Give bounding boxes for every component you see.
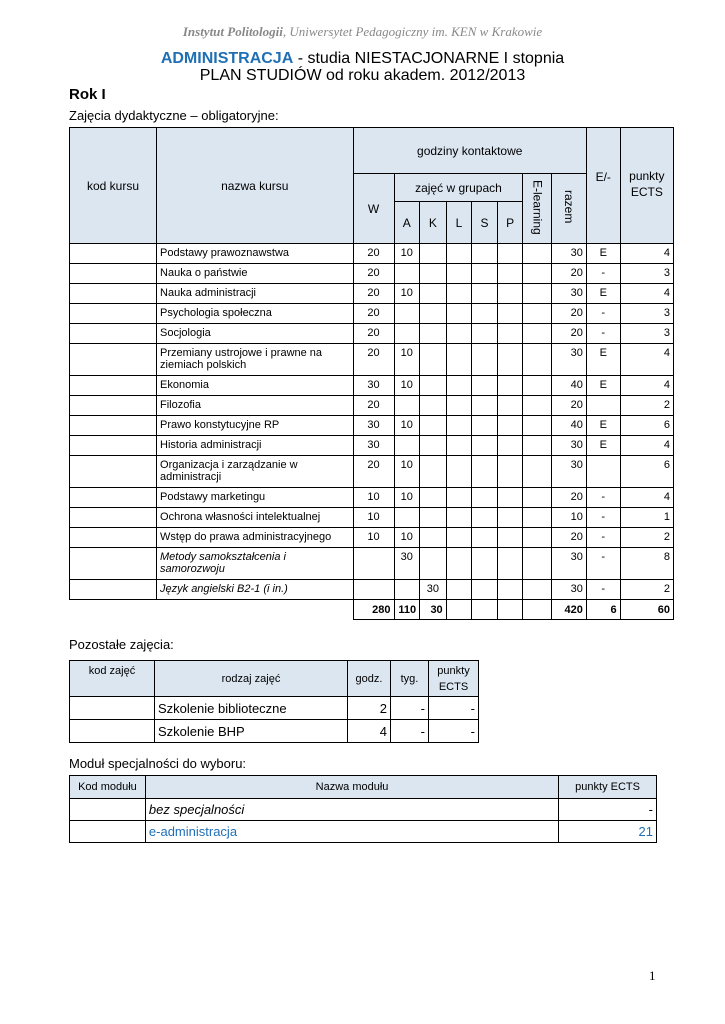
cell-p	[497, 304, 523, 324]
cell-course-code	[70, 244, 157, 264]
cell-p	[497, 548, 523, 580]
cell-p	[497, 436, 523, 456]
title-line-1	[0, 50, 725, 67]
cell-w: 30	[353, 376, 394, 396]
cell-k	[420, 284, 447, 304]
cell-w: 20	[353, 456, 394, 488]
cell-w: 20	[353, 264, 394, 284]
header-s: S	[472, 202, 498, 244]
institute-name: Instytut Politologii	[182, 24, 283, 39]
total-ects: 60	[620, 600, 673, 620]
class-type: Szkolenie BHP	[155, 720, 348, 743]
cell-ects: 8	[620, 548, 673, 580]
total-w: 280	[353, 600, 394, 620]
module-ects: 21	[559, 821, 657, 843]
class-hours: 4	[348, 720, 391, 743]
cell-exam: E	[586, 244, 620, 264]
table-row	[70, 396, 674, 416]
section-specialty-heading: Moduł specjalności do wyboru:	[69, 756, 247, 771]
cell-ects: 3	[620, 264, 673, 284]
cell-s	[472, 456, 498, 488]
cell-k	[420, 344, 447, 376]
cell-a	[394, 580, 420, 600]
cell-exam: -	[586, 508, 620, 528]
cell-p	[497, 488, 523, 508]
cell-razem: 20	[552, 396, 587, 416]
cell-w: 20	[353, 244, 394, 264]
cell-l	[446, 416, 472, 436]
cell-p	[497, 528, 523, 548]
cell-k	[420, 324, 447, 344]
cell-razem: 30	[552, 548, 587, 580]
cell-s	[472, 488, 498, 508]
cell-k	[420, 508, 447, 528]
cell-elearning	[523, 456, 552, 488]
cell-w: 30	[353, 436, 394, 456]
header-exam: E/-	[586, 128, 620, 244]
class-week: -	[391, 720, 429, 743]
cell-razem: 30	[552, 456, 587, 488]
cell-exam: E	[586, 344, 620, 376]
class-ects: -	[429, 697, 479, 720]
cell-elearning	[523, 396, 552, 416]
cell-p	[497, 376, 523, 396]
header-class-code: kod zajęć	[70, 661, 155, 697]
cell-w: 10	[353, 488, 394, 508]
cell-course-code	[70, 548, 157, 580]
table-row	[70, 580, 674, 600]
cell-elearning	[523, 548, 552, 580]
total-label: razem	[561, 190, 576, 224]
table-row	[70, 508, 674, 528]
table-row	[70, 548, 674, 580]
cell-p	[497, 284, 523, 304]
table-row	[70, 304, 674, 324]
class-type: Szkolenie biblioteczne	[155, 697, 348, 720]
cell-razem: 30	[552, 436, 587, 456]
totals-row	[70, 600, 674, 620]
cell-razem: 30	[552, 580, 587, 600]
cell-elearning	[523, 416, 552, 436]
cell-l	[446, 284, 472, 304]
cell-course-code	[70, 376, 157, 396]
cell-s	[472, 396, 498, 416]
cell-course-code	[70, 304, 157, 324]
cell-a: 10	[394, 344, 420, 376]
cell-ects: 4	[620, 244, 673, 264]
cell-p	[497, 508, 523, 528]
cell-a: 10	[394, 456, 420, 488]
cell-w: 30	[353, 416, 394, 436]
cell-ects: 4	[620, 344, 673, 376]
cell-elearning	[523, 580, 552, 600]
cell-a	[394, 396, 420, 416]
cell-a: 10	[394, 416, 420, 436]
cell-elearning	[523, 264, 552, 284]
cell-course-code	[70, 324, 157, 344]
table-row	[70, 264, 674, 284]
cell-l	[446, 488, 472, 508]
cell-exam: E	[586, 284, 620, 304]
header-week: tyg.	[391, 661, 429, 697]
cell-exam: -	[586, 580, 620, 600]
cell-razem: 20	[552, 528, 587, 548]
cell-l	[446, 324, 472, 344]
header-p: P	[497, 202, 523, 244]
cell-a: 10	[394, 284, 420, 304]
cell-a	[394, 508, 420, 528]
cell-course-name: Podstawy prawoznawstwa	[157, 244, 354, 264]
table-row	[70, 284, 674, 304]
header-module-code: Kod modułu	[70, 776, 146, 799]
cell-elearning	[523, 244, 552, 264]
section-obligatory-heading: Zajęcia dydaktyczne – obligatoryjne:	[69, 108, 279, 123]
cell-exam: -	[586, 548, 620, 580]
cell-course-code	[70, 284, 157, 304]
cell-course-name: Ochrona własności intelektualnej	[157, 508, 354, 528]
cell-ects: 2	[620, 396, 673, 416]
cell-exam: E	[586, 376, 620, 396]
cell-a: 30	[394, 548, 420, 580]
cell-p	[497, 396, 523, 416]
module-name: bez specjalności	[145, 799, 558, 821]
cell-k	[420, 264, 447, 284]
cell-exam: -	[586, 488, 620, 508]
cell-l	[446, 436, 472, 456]
cell-ects: 3	[620, 304, 673, 324]
cell-a: 10	[394, 376, 420, 396]
cell-course-code	[70, 416, 157, 436]
cell-elearning	[523, 344, 552, 376]
cell-elearning	[523, 284, 552, 304]
cell-l	[446, 396, 472, 416]
cell-k	[420, 376, 447, 396]
cell-k	[420, 488, 447, 508]
header-a: A	[394, 202, 420, 244]
cell-elearning	[523, 508, 552, 528]
table-row	[70, 244, 674, 264]
cell-course-code	[70, 580, 157, 600]
cell-s	[472, 324, 498, 344]
cell-s	[472, 284, 498, 304]
cell-course-name: Filozofia	[157, 396, 354, 416]
cell-course-code	[70, 264, 157, 284]
header-ects: punkty ECTS	[620, 128, 673, 244]
header-total	[552, 174, 587, 244]
cell-s	[472, 508, 498, 528]
cell-razem: 30	[552, 344, 587, 376]
cell-l	[446, 304, 472, 324]
cell-ects: 4	[620, 376, 673, 396]
cell-l	[446, 508, 472, 528]
cell-w: 20	[353, 344, 394, 376]
cell-razem: 10	[552, 508, 587, 528]
header-group-classes: zajęć w grupach	[394, 174, 523, 202]
cell-elearning	[523, 376, 552, 396]
cell-course-name: Nauka o państwie	[157, 264, 354, 284]
cell-ects: 2	[620, 580, 673, 600]
cell-course-name: Język angielski B2-1 (i in.)	[157, 580, 354, 600]
cell-exam: -	[586, 528, 620, 548]
document-header	[0, 24, 725, 40]
cell-razem: 40	[552, 376, 587, 396]
cell-k	[420, 456, 447, 488]
total-k: 30	[420, 600, 447, 620]
class-week: -	[391, 697, 429, 720]
cell-exam	[586, 456, 620, 488]
cell-k	[420, 244, 447, 264]
obligatory-courses-table	[69, 127, 674, 620]
cell-course-code	[70, 344, 157, 376]
cell-s	[472, 244, 498, 264]
module-ects: -	[559, 799, 657, 821]
cell-course-name: Ekonomia	[157, 376, 354, 396]
cell-a: 10	[394, 528, 420, 548]
cell-s	[472, 264, 498, 284]
cell-course-code	[70, 488, 157, 508]
cell-w	[353, 548, 394, 580]
header-module-name: Nazwa modułu	[145, 776, 558, 799]
table-row	[70, 376, 674, 396]
cell-l	[446, 344, 472, 376]
header-elearning	[523, 174, 552, 244]
table-row	[70, 436, 674, 456]
cell-ects: 2	[620, 528, 673, 548]
table-row	[70, 456, 674, 488]
header-k: K	[420, 202, 447, 244]
cell-a	[394, 436, 420, 456]
cell-course-code	[70, 436, 157, 456]
cell-s	[472, 580, 498, 600]
cell-exam: E	[586, 416, 620, 436]
cell-razem: 20	[552, 304, 587, 324]
table-row	[70, 528, 674, 548]
cell-w: 10	[353, 528, 394, 548]
courses-body	[70, 244, 674, 600]
cell-a	[394, 264, 420, 284]
cell-ects: 6	[620, 416, 673, 436]
cell-a	[394, 304, 420, 324]
table-row	[70, 488, 674, 508]
cell-a: 10	[394, 488, 420, 508]
cell-elearning	[523, 304, 552, 324]
table-row	[70, 344, 674, 376]
cell-a	[394, 324, 420, 344]
table-row	[70, 720, 479, 743]
cell-s	[472, 528, 498, 548]
cell-k: 30	[420, 580, 447, 600]
cell-p	[497, 264, 523, 284]
cell-razem: 40	[552, 416, 587, 436]
cell-ects: 3	[620, 324, 673, 344]
cell-l	[446, 244, 472, 264]
header-course-code: kod kursu	[70, 128, 157, 244]
class-ects: -	[429, 720, 479, 743]
cell-course-name: Nauka administracji	[157, 284, 354, 304]
cell-course-name: Organizacja i zarządzanie w administracji	[157, 456, 354, 488]
cell-razem: 30	[552, 284, 587, 304]
cell-k	[420, 528, 447, 548]
cell-s	[472, 548, 498, 580]
cell-l	[446, 376, 472, 396]
header-hours: godz.	[348, 661, 391, 697]
page-title	[0, 50, 725, 84]
other-classes-table	[69, 660, 479, 743]
cell-p	[497, 344, 523, 376]
cell-p	[497, 580, 523, 600]
header-class-ects: punkty ECTS	[429, 661, 479, 697]
cell-l	[446, 528, 472, 548]
cell-elearning	[523, 488, 552, 508]
cell-l	[446, 456, 472, 488]
header-contact-hours: godziny kontaktowe	[353, 128, 586, 174]
section-other-heading: Pozostałe zajęcia:	[69, 637, 174, 652]
cell-k	[420, 416, 447, 436]
module-name: e-administracja	[145, 821, 558, 843]
header-module-ects: punkty ECTS	[559, 776, 657, 799]
header-class-type: rodzaj zajęć	[155, 661, 348, 697]
cell-course-code	[70, 456, 157, 488]
cell-exam	[586, 396, 620, 416]
cell-p	[497, 456, 523, 488]
cell-razem: 20	[552, 324, 587, 344]
cell-exam: -	[586, 304, 620, 324]
cell-s	[472, 436, 498, 456]
cell-s	[472, 376, 498, 396]
cell-course-code	[70, 508, 157, 528]
cell-ects: 4	[620, 436, 673, 456]
cell-w: 10	[353, 508, 394, 528]
cell-course-name: Prawo konstytucyjne RP	[157, 416, 354, 436]
cell-razem: 20	[552, 488, 587, 508]
cell-course-name: Wstęp do prawa administracyjnego	[157, 528, 354, 548]
cell-exam: -	[586, 264, 620, 284]
cell-ects: 4	[620, 284, 673, 304]
table-row	[70, 697, 479, 720]
cell-exam: E	[586, 436, 620, 456]
cell-w: 20	[353, 304, 394, 324]
cell-elearning	[523, 324, 552, 344]
institute-rest: , Uniwersytet Pedagogiczny im. KEN w Krakowie	[282, 24, 543, 39]
cell-s	[472, 416, 498, 436]
page-number: 1	[649, 968, 656, 983]
cell-ects: 6	[620, 456, 673, 488]
cell-p	[497, 416, 523, 436]
cell-course-code	[70, 528, 157, 548]
cell-k	[420, 436, 447, 456]
title-line-2: PLAN STUDIÓW od roku akadem. 2012/2013	[199, 67, 526, 84]
cell-razem: 20	[552, 264, 587, 284]
year-heading: Rok I	[69, 86, 106, 103]
cell-course-name: Podstawy marketingu	[157, 488, 354, 508]
cell-w	[353, 580, 394, 600]
cell-course-name: Psychologia społeczna	[157, 304, 354, 324]
cell-razem: 30	[552, 244, 587, 264]
header-w: W	[353, 174, 394, 244]
cell-a: 10	[394, 244, 420, 264]
cell-p	[497, 244, 523, 264]
cell-course-code	[70, 396, 157, 416]
table-row	[70, 799, 657, 821]
cell-elearning	[523, 528, 552, 548]
class-hours: 2	[348, 697, 391, 720]
cell-course-name: Przemiany ustrojowe i prawne na ziemiach polskich	[157, 344, 354, 376]
cell-ects: 1	[620, 508, 673, 528]
cell-w: 20	[353, 324, 394, 344]
cell-k	[420, 548, 447, 580]
table-row	[70, 324, 674, 344]
cell-s	[472, 344, 498, 376]
cell-course-name: Metody samokształcenia i samorozwoju	[157, 548, 354, 580]
specialty-modules-table	[69, 775, 657, 843]
cell-elearning	[523, 436, 552, 456]
cell-w: 20	[353, 284, 394, 304]
total-a: 110	[394, 600, 420, 620]
cell-k	[420, 304, 447, 324]
cell-w: 20	[353, 396, 394, 416]
cell-course-name: Socjologia	[157, 324, 354, 344]
cell-s	[472, 304, 498, 324]
table-row	[70, 416, 674, 436]
total-razem: 420	[552, 600, 587, 620]
cell-exam: -	[586, 324, 620, 344]
cell-k	[420, 396, 447, 416]
header-course-name: nazwa kursu	[157, 128, 354, 244]
cell-l	[446, 548, 472, 580]
table-row	[70, 821, 657, 843]
header-l: L	[446, 202, 472, 244]
cell-ects: 4	[620, 488, 673, 508]
elearning-label: E-learning	[530, 179, 545, 235]
cell-l	[446, 580, 472, 600]
cell-p	[497, 324, 523, 344]
cell-l	[446, 264, 472, 284]
cell-course-name: Historia administracji	[157, 436, 354, 456]
title-highlight: ADMINISTRACJA	[160, 50, 294, 67]
title-line1-rest: - studia NIESTACJONARNE I stopnia	[293, 50, 565, 67]
total-exam: 6	[586, 600, 620, 620]
